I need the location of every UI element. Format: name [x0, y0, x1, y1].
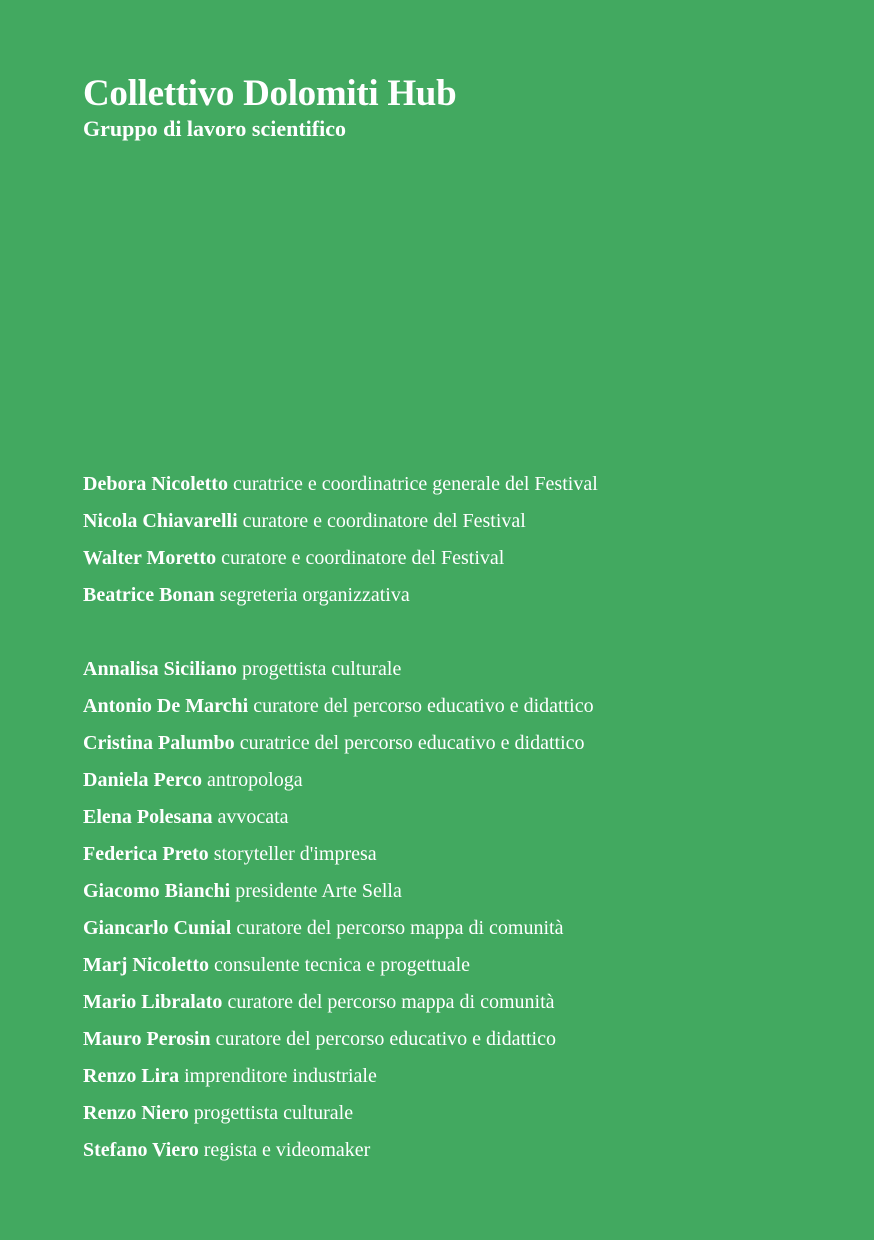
person-role: curatore del percorso educativo e didattico	[253, 695, 594, 717]
person-name: Stefano Viero	[83, 1139, 199, 1161]
list-item	[83, 984, 594, 1021]
person-name: Giancarlo Cunial	[83, 917, 232, 939]
members-list	[83, 651, 594, 1169]
person-name: Walter Moretto	[83, 547, 217, 569]
list-item	[83, 799, 594, 836]
person-role: curatore e coordinatore del Festival	[221, 547, 505, 569]
person-role: curatrice e coordinatrice generale del Festival	[232, 473, 598, 495]
person-name: Marj Nicoletto	[83, 954, 210, 976]
person-role: progettista culturale	[193, 1102, 354, 1124]
person-role: progettista culturale	[241, 658, 402, 680]
page-title: Collettivo Dolomiti Hub	[83, 73, 457, 114]
person-role: antropologa	[207, 769, 303, 791]
list-item	[83, 725, 594, 762]
list-item	[83, 651, 594, 688]
person-name: Antonio De Marchi	[83, 695, 249, 717]
page-header	[83, 72, 456, 142]
person-role: presidente Arte Sella	[235, 880, 402, 902]
list-item	[83, 503, 598, 540]
person-role: curatrice del percorso educativo e didattico	[239, 732, 585, 754]
person-name: Renzo Lira	[83, 1065, 180, 1087]
list-item	[83, 873, 594, 910]
person-role: regista e videomaker	[203, 1139, 371, 1161]
list-item	[83, 1095, 594, 1132]
list-item	[83, 688, 594, 725]
person-role: avvocata	[217, 806, 289, 828]
person-role: curatore del percorso mappa di comunità	[236, 917, 564, 939]
person-name: Federica Preto	[83, 843, 209, 865]
list-item	[83, 1058, 594, 1095]
list-item	[83, 540, 598, 577]
person-name: Cristina Palumbo	[83, 732, 235, 754]
person-name: Annalisa Siciliano	[83, 658, 237, 680]
person-name: Nicola Chiavarelli	[83, 510, 238, 532]
person-name: Giacomo Bianchi	[83, 880, 231, 902]
person-name: Beatrice Bonan	[83, 584, 215, 606]
list-item	[83, 836, 594, 873]
person-role: imprenditore industriale	[184, 1065, 377, 1087]
page-subtitle: Gruppo di lavoro scientifico	[83, 116, 346, 141]
list-item	[83, 1021, 594, 1058]
person-role: storyteller d'impresa	[213, 843, 377, 865]
list-item	[83, 577, 598, 614]
person-name: Debora Nicoletto	[83, 473, 228, 495]
list-item	[83, 947, 594, 984]
person-name: Renzo Niero	[83, 1102, 189, 1124]
person-name: Daniela Perco	[83, 769, 203, 791]
person-role: consulente tecnica e progettuale	[214, 954, 471, 976]
person-role: segreteria organizzativa	[219, 584, 410, 606]
person-name: Elena Polesana	[83, 806, 213, 828]
list-item	[83, 466, 598, 503]
coordination-list	[83, 466, 598, 614]
list-item	[83, 762, 594, 799]
person-name: Mauro Perosin	[83, 1028, 211, 1050]
person-role: curatore e coordinatore del Festival	[242, 510, 526, 532]
person-role: curatore del percorso mappa di comunità	[227, 991, 555, 1013]
person-role: curatore del percorso educativo e didattico	[215, 1028, 556, 1050]
list-item	[83, 910, 594, 947]
list-item	[83, 1132, 594, 1169]
person-name: Mario Libralato	[83, 991, 223, 1013]
